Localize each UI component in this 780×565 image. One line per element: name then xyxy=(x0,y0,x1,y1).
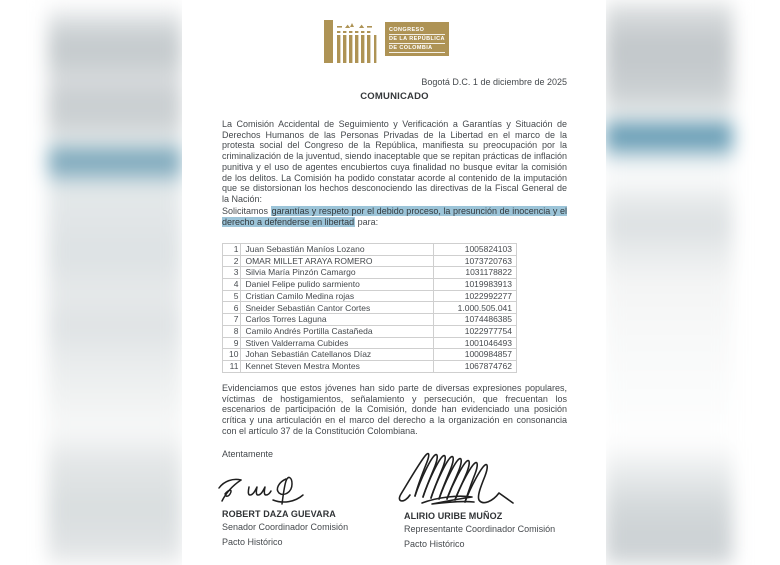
row-number-cell: 3 xyxy=(223,267,241,279)
signer-party: Pacto Histórico xyxy=(222,537,283,547)
person-id-cell: 1000984857 xyxy=(433,349,517,361)
closing-word: Atentamente xyxy=(222,449,274,459)
row-number-cell: 10 xyxy=(223,349,241,361)
table-row xyxy=(223,314,517,326)
person-name-cell: Cristian Camilo Medina rojas xyxy=(241,290,433,302)
signer-name: ALIRIO URIBE MUÑOZ xyxy=(404,511,503,521)
signer-party: Pacto Histórico xyxy=(404,539,465,549)
table-row xyxy=(223,244,517,256)
person-id-cell: 1031178822 xyxy=(433,267,517,279)
congress-logo xyxy=(324,20,449,63)
table-row xyxy=(223,255,517,267)
table-row xyxy=(223,325,517,337)
row-number-cell: 2 xyxy=(223,255,241,267)
row-number-cell: 5 xyxy=(223,290,241,302)
logo-line-2: DE LA REPÚBLICA xyxy=(389,36,445,42)
person-id-cell: 1022977754 xyxy=(433,325,517,337)
person-name-cell: Juan Sebastián Maníos Lozano xyxy=(241,244,433,256)
blurred-backdrop-left xyxy=(48,0,182,565)
detainees-table-body xyxy=(223,244,517,373)
person-name-cell: Johan Sebastián Catellanos Díaz xyxy=(241,349,433,361)
person-id-cell: 1019983913 xyxy=(433,279,517,291)
congress-logo-wordmark xyxy=(385,22,449,56)
person-id-cell: 1074486385 xyxy=(433,314,517,326)
person-name-cell: Kennet Steven Mestra Montes xyxy=(241,360,433,372)
paragraph-evidence: Evidenciamos que estos jóvenes han sido parte de diversas expresiones populares, víctimas de hostigamientos, señalamiento y persecución, que frecuentan los escenarios de participación de la Comisión, donde han evidenciado una posición crítica y una articulación en el marco del derecho a la organización en consonancia con el artículo 37 de la Constitución Colombiana. xyxy=(222,383,567,436)
row-number-cell: 6 xyxy=(223,302,241,314)
congress-capitol-icon xyxy=(324,20,382,63)
table-row xyxy=(223,279,517,291)
table-row xyxy=(223,302,517,314)
table-row xyxy=(223,360,517,372)
person-name-cell: Silvia María Pinzón Camargo xyxy=(241,267,433,279)
table-row xyxy=(223,290,517,302)
person-id-cell: 1.000.505.041 xyxy=(433,302,517,314)
table-row xyxy=(223,349,517,361)
logo-line-3: DE COLOMBIA xyxy=(389,44,445,53)
row-number-cell: 4 xyxy=(223,279,241,291)
row-number-cell: 9 xyxy=(223,337,241,349)
paragraph-request xyxy=(222,206,567,227)
person-name-cell: Stiven Valderrama Cubides xyxy=(241,337,433,349)
row-number-cell: 1 xyxy=(223,244,241,256)
signature-robert-daza xyxy=(216,473,308,507)
person-name-cell: Sneider Sebastián Cantor Cortes xyxy=(241,302,433,314)
blurred-backdrop-right xyxy=(605,0,733,565)
person-id-cell: 1005824103 xyxy=(433,244,517,256)
person-id-cell: 1067874762 xyxy=(433,360,517,372)
signer-block-right xyxy=(404,511,555,549)
detainees-table xyxy=(222,243,517,373)
row-number-cell: 11 xyxy=(223,360,241,372)
person-id-cell: 1022992277 xyxy=(433,290,517,302)
highlighted-request-text: garantías y respeto por el debido proceso, la presunción de inocencia y el derecho a defenderse en libertad xyxy=(222,206,568,227)
person-id-cell: 1073720763 xyxy=(433,255,517,267)
dateline: Bogotá D.C. 1 de diciembre de 2025 xyxy=(421,77,567,87)
request-suffix: para: xyxy=(355,216,379,227)
person-name-cell: Camilo Andrés Portilla Castañeda xyxy=(241,325,433,337)
document-page xyxy=(182,0,606,565)
row-number-cell: 8 xyxy=(223,325,241,337)
table-row xyxy=(223,267,517,279)
logo-line-1: CONGRESO xyxy=(389,26,445,35)
person-name-cell: OMAR MILLET ARAYA ROMERO xyxy=(241,255,433,267)
paragraph-commission: La Comisión Accidental de Seguimiento y Verificación a Garantías y Situación de Derechos Humanos de las Personas Privadas de la Libertad en el marco de la protesta social del Congreso de la República, manifiesta su preocupación por la criminalización de la juventud, siendo inaceptable que se repitan prácticas de inflación punitiva y el uso de agentes encubiertos cuya finalidad no busque evitar la comisión de los delitos. La Comisión ha podido constatar acorde al contenido de la imputación que se distorsionan los hechos desconociendo las directivas de la Fiscal General de la Nación: xyxy=(222,119,567,204)
request-prefix: Solicitamos xyxy=(222,206,271,216)
signer-block-left xyxy=(222,509,348,547)
row-number-cell: 7 xyxy=(223,314,241,326)
signer-name: ROBERT DAZA GUEVARA xyxy=(222,509,336,519)
signature-alirio-uribe xyxy=(396,451,518,507)
person-id-cell: 1001046493 xyxy=(433,337,517,349)
signer-role: Senador Coordinador Comisión xyxy=(222,522,349,532)
person-name-cell: Carlos Torres Laguna xyxy=(241,314,433,326)
person-name-cell: Daniel Felipe pulido sarmiento xyxy=(241,279,433,291)
document-title: COMUNICADO xyxy=(360,91,429,102)
table-row xyxy=(223,337,517,349)
signer-role: Representante Coordinador Comisión xyxy=(404,524,556,534)
